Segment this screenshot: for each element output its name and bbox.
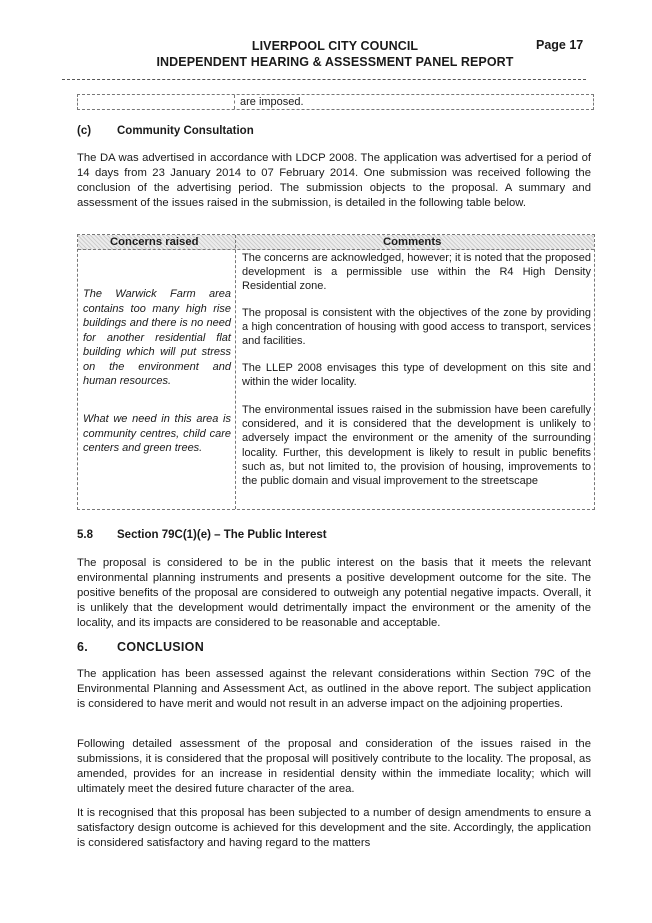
conclusion-paragraph: The application has been assessed against the relevant considerations within Section 79C of the Environmental Planning and Assessment Act, as outlined in the above report. The subject application is considered to have merit and would not result in an adverse impact on the adjoining properties. — [77, 668, 591, 710]
table-header-row — [78, 235, 594, 250]
consultation-paragraph: The DA was advertised in accordance with LDCP 2008. The application was advertised for a period of 14 days from 23 January 2014 to 07 February 2014. One submission was received following the conclusion of the advertising period. The submission objects to the proposal. A summary and assessment of the issues raised in the submission, is detailed in the following table below. — [77, 152, 591, 209]
submissions-table — [77, 234, 595, 510]
section-c-heading: Community Consultation — [117, 125, 254, 137]
continued-cell-text: are imposed. — [240, 96, 304, 108]
report-header — [140, 38, 530, 70]
header-divider — [62, 79, 586, 80]
comment-item: The proposal is consistent with the objectives of the zone by providing a high concentration of housing with good access to transport, services and facilities. — [242, 307, 591, 348]
concern-item: The Warwick Farm area contains too many high rise buildings and there is no need for another residential flat building which will put stress on the environment and human resources. — [83, 288, 231, 387]
conclusion-paragraph: Following detailed assessment of the proposal and consideration of the issues raised in the submissions, it is considered that the proposal will positively contribute to the locality. The proposal, as amended, provides for an increase in residential density within the immediate locality; which will ultimately meet the desired future character of the area. — [77, 738, 591, 795]
section-58-heading: Section 79C(1)(e) – The Public Interest — [117, 529, 327, 541]
header-comments: Comments — [383, 236, 442, 248]
column-divider — [234, 95, 235, 109]
header-concerns: Concerns raised — [110, 236, 199, 248]
comment-item: The LLEP 2008 envisages this type of development on this site and within the wider locality. — [242, 362, 591, 389]
report-title: INDEPENDENT HEARING & ASSESSMENT PANEL REPORT — [156, 55, 514, 69]
section-58-label: 5.8 — [77, 529, 93, 541]
table-column-divider — [235, 235, 236, 509]
section-6-label: 6. — [77, 640, 89, 654]
council-name: LIVERPOOL CITY COUNCIL — [251, 39, 419, 53]
continued-table-row — [77, 94, 594, 110]
conclusion-paragraph: It is recognised that this proposal has been subjected to a number of design amendments to ensure a satisfactory design outcome is achieved for this development and the site. Accordingly, the application is considered satisfactory and having regard to the matters — [77, 807, 591, 849]
comment-item: The concerns are acknowledged, however; it is noted that the proposed development is a permissible use within the R4 High Density Residential zone. — [242, 252, 591, 293]
conclusion-heading: CONCLUSION — [117, 640, 205, 654]
section-c-label: (c) — [77, 125, 92, 137]
concern-item: What we need in this area is community centres, child care centers and green trees. — [83, 413, 231, 454]
page-number: Page 17 — [536, 38, 584, 52]
comment-item: The environmental issues raised in the submission have been carefully considered, and it is considered that the development is unlikely to adversely impact the environment or the amenity of the surrounding locality. Further, this development is likely to result in public benefits such as, but not limited to, the provision of housing, improvements to the public domain and visual improvement to the streetscape — [242, 404, 591, 488]
public-interest-paragraph: The proposal is considered to be in the public interest on the basis that it meets the relevant environmental planning instruments and presents a positive development outcome for the site. The positive benefits of the proposal are considered to outweigh any potential negative impacts. Overall, it is unlikely that the development would detrimentally impact the environment or the amenity of the locality, and its impacts are considered to be reasonable and acceptable. — [77, 557, 591, 629]
